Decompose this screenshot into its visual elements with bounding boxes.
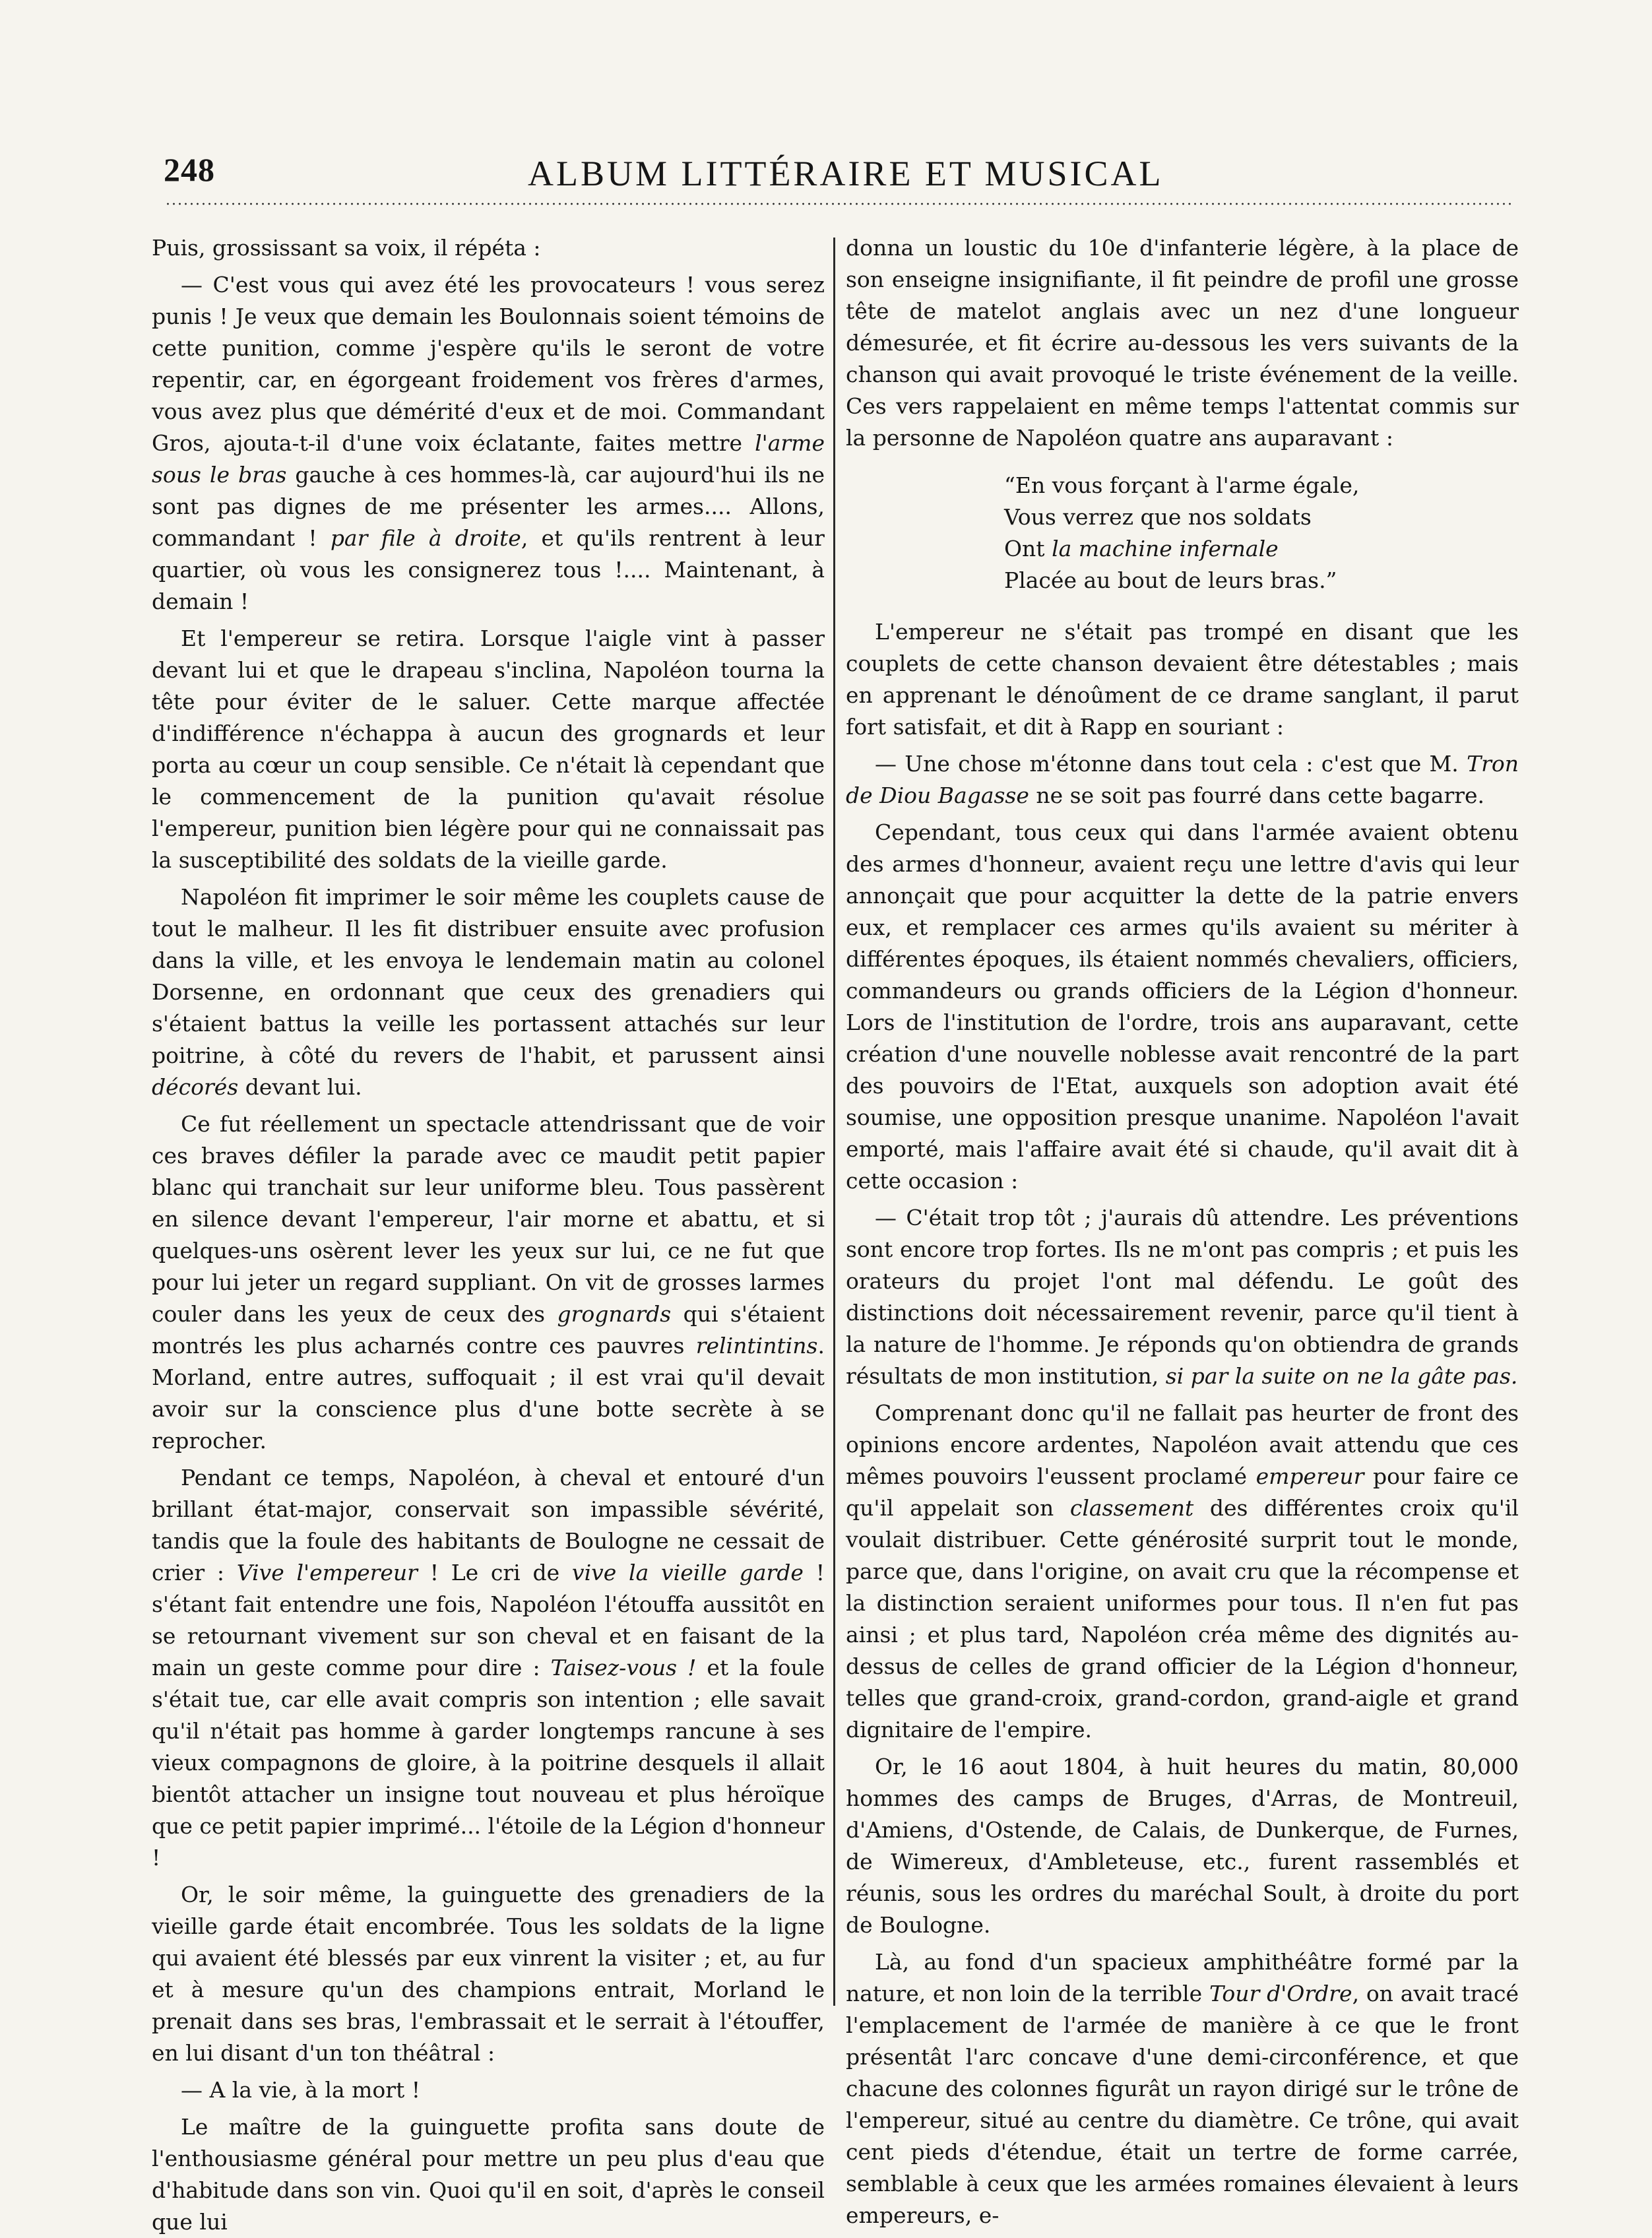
paragraph: Comprenant donc qu'il ne fallait pas heurter de front des opinions encore ardentes, Napoléon avait attendu que ces mêmes pouvoirs l'eussent proclamé empereur pour faire ce qu'il appelait son classement des différentes croix qu'il voulait distribuer. Cette générosité surprit tout le monde, parce que, dans l'origine, on avait cru que la récompense et la distinction seraient uniformes pour tous. Il n'en fut pas ainsi ; et plus tard, Napoléon créa même des dignités au-dessus de celles de grand officier de la Légion d'honneur, telles que grand-croix, grand-cordon, grand-aigle et grand dignitaire de l'empire.	[846, 1400, 1519, 1742]
verse-line: Vous verrez que nos soldats	[1004, 504, 1312, 530]
paragraph: Le maître de la guinguette profita sans doute de l'enthousiasme général pour mettre un peu plus d'eau que d'habitude dans son vin. Quoi qu'il en soit, d'après le conseil que lui	[152, 2114, 825, 2235]
running-title: ALBUM LITTÉRAIRE ET MUSICAL	[528, 154, 1164, 193]
left-column	[152, 232, 825, 2235]
paragraph: Ce fut réellement un spectacle attendrissant que de voir ces braves défiler la parade avec ce maudit petit papier blanc qui tranchait sur leur uniforme bleu. Tous passèrent en silence devant l'empereur, l'air morne et abattu, et si quelques-uns osèrent lever les yeux sur lui, ce ne fut que pour lui jeter un regard suppliant. On vit de grosses larmes couler dans les yeux de ceux des grognards qui s'étaient montrés les plus acharnés contre ces pauvres relintintins. Morland, entre autres, suffoquait ; il est vrai qu'il devait avoir sur la conscience plus d'une botte secrète à se reprocher.	[152, 1111, 825, 1454]
verse-quotation	[1004, 470, 1519, 596]
paragraph: Et l'empereur se retira. Lorsque l'aigle vint à passer devant lui et que le drapeau s'inclina, Napoléon tourna la tête pour éviter de le saluer. Cette marque affectée d'indifférence n'échappa à aucun des grognards et leur porta au cœur un coup sensible. Ce n'était là cependant que le commencement de la punition qu'avait résolue l'empereur, punition bien légère pour qui ne connaissait pas la susceptibilité des soldats de la vieille garde.	[152, 625, 825, 873]
right-column	[846, 232, 1519, 2228]
paragraph: Là, au fond d'un spacieux amphithéâtre formé par la nature, et non loin de la terrible Tour d'Ordre, on avait tracé l'emplacement de l'armée de manière à ce que le front présentât l'arc concave d'une demi-circonférence, et que chacune des colonnes figurât un rayon dirigé sur le trône de l'empereur, situé au centre du diamètre. Ce trône, qui avait cent pieds d'étendue, était un tertre de forme carrée, semblable à ceux que les armées romaines élevaient à leurs empereurs, e-	[846, 1949, 1519, 2228]
verse-line: Ont la machine infernale	[1004, 536, 1279, 561]
paragraph: Or, le 16 aout 1804, à huit heures du matin, 80,000 hommes des camps de Bruges, d'Arras, de Montreuil, d'Amiens, d'Ostende, de Calais, de Dunkerque, de Furnes, de Wimereux, d'Ambleteuse, etc., furent rassemblés et réunis, sous les ordres du maréchal Soult, à droite du port de Boulogne.	[846, 1754, 1519, 1938]
paragraph: Cependant, tous ceux qui dans l'armée avaient obtenu des armes d'honneur, avaient reçu une lettre d'avis qui leur annonçait que pour acquitter la dette de la patrie envers eux, et remplacer ces armes qu'ils avaient su mériter à différentes époques, ils étaient nommés chevaliers, officiers, commandeurs ou grands officiers de la Légion d'honneur. Lors de l'institution de l'ordre, trois ans auparavant, cette création d'une nouvelle noblesse avait rencontré de la part des pouvoirs de l'Etat, auxquels son adoption avait été soumise, une opposition presque unanime. Napoléon l'avait emporté, mais l'affaire avait été si chaude, qu'il avait dit à cette occasion :	[846, 819, 1519, 1194]
verse-line: “En vous forçant à l'arme égale,	[1004, 472, 1360, 498]
paragraph: L'empereur ne s'était pas trompé en disant que les couplets de cette chanson devaient être détestables ; mais en apprenant le dénoûment de ce drame sanglant, il parut fort satisfait, et dit à Rapp en souriant :	[846, 619, 1519, 740]
page-number: 248	[164, 151, 215, 188]
paragraph: Pendant ce temps, Napoléon, à cheval et entouré d'un brillant état-major, conservait son impassible sévérité, tandis que la foule des habitants de Boulogne ne cessait de crier : Vive l'empereur ! Le cri de vive la vieille garde ! s'étant fait entendre une fois, Napoléon l'étouffa aussitôt en se retournant vivement sur son cheval et en faisant de la main un geste comme pour dire : Taisez-vous ! et la foule s'était tue, car elle avait compris son intention ; elle savait qu'il n'était pas homme à garder longtemps rancune à ses vieux compagnons de gloire, à la poitrine desquels il allait bientôt attacher un insigne tout nouveau et plus héroïque que ce petit papier imprimé... l'étoile de la Légion d'honneur !	[152, 1465, 825, 1870]
paragraph: Or, le soir même, la guinguette des grenadiers de la vieille garde était encombrée. Tous les soldats de la ligne qui avaient été blessés par eux vinrent la visiter ; et, au fur et à mesure qu'un des champions entrait, Morland le prenait dans ses bras, l'embrassait et le serrait à l'étouffer, en lui disant d'un ton théâtral :	[152, 1882, 825, 2066]
verse-line: Placée au bout de leurs bras.”	[1004, 567, 1337, 593]
paragraph: — C'est vous qui avez été les provocateurs ! vous serez punis ! Je veux que demain les Boulonnais soient témoins de cette punition, comme j'espère qu'ils le seront de votre repentir, car, en égorgeant froidement vos frères d'armes, vous avez plus que démérité d'eux et de moi. Commandant Gros, ajouta-t-il d'une voix éclatante, faites mettre l'arme sous le bras gauche à ces hommes-là, car aujourd'hui ils ne sont pas dignes de me présenter les armes.... Allons, commandant ! par file à droite, et qu'ils rentrent à leur quartier, où vous les consignerez tous !.... Maintenant, à demain !	[152, 272, 825, 614]
paragraph: — C'était trop tôt ; j'aurais dû attendre. Les préventions sont encore trop fortes. Ils ne m'ont pas compris ; et puis les orateurs du projet l'ont mal défendu. Le goût des distinctions doit nécessairement revenir, parce qu'il tient à la nature de l'homme. Je réponds qu'on obtiendra de grands résultats de mon institution, si par la suite on ne la gâte pas.	[846, 1205, 1519, 1389]
header-rule	[165, 202, 1511, 207]
paragraph: — A la vie, à la mort !	[181, 2077, 421, 2103]
paragraph: Puis, grossissant sa voix, il répéta :	[152, 235, 541, 261]
page-header	[158, 146, 1511, 212]
paragraph: donna un loustic du 10e d'infanterie légère, à la place de son enseigne insignifiante, il fit peindre de profil une grosse tête de matelot anglais avec un nez d'une longueur démesurée, et fit écrire au-dessous les vers suivants de la chanson qui avait provoqué le triste événement de la veille. Ces vers rappelaient en même temps l'attentat commis sur la personne de Napoléon quatre ans auparavant :	[846, 235, 1519, 451]
paragraph: — Une chose m'étonne dans tout cela : c'est que M. Tron de Diou Bagasse ne se soit pas fourré dans cette bagarre.	[846, 751, 1519, 808]
paragraph: Napoléon fit imprimer le soir même les couplets cause de tout le malheur. Il les fit distribuer ensuite avec profusion dans la ville, et les envoya le lendemain matin au colonel Dorsenne, en ordonnant que ceux des grenadiers qui s'étaient battus la veille les portassent attachés sur leur poitrine, à côté du revers de l'habit, et parussent ainsi décorés devant lui.	[152, 884, 825, 1100]
column-divider	[833, 238, 835, 2006]
